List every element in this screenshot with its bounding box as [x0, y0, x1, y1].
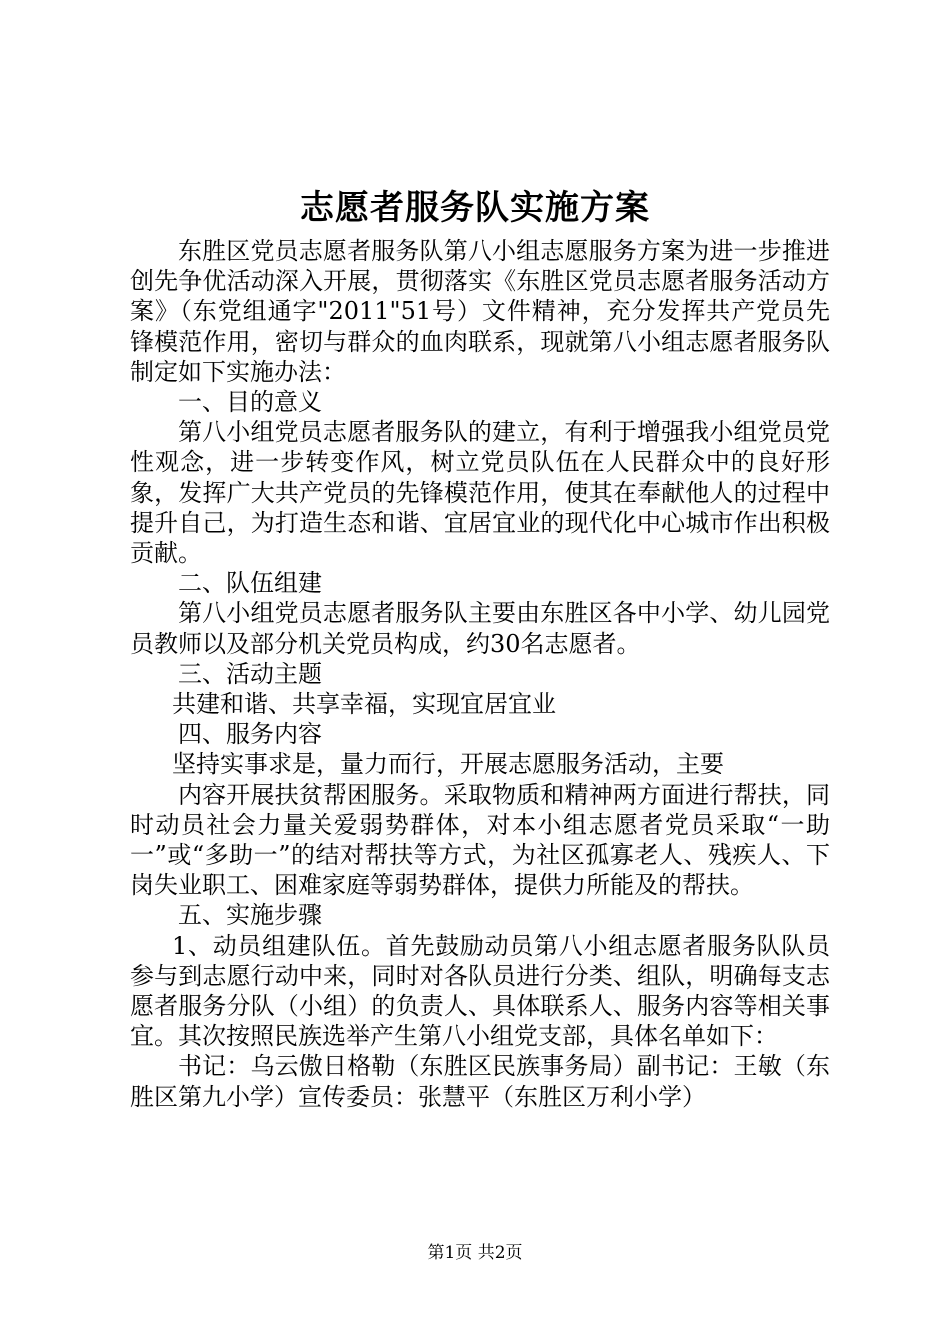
section-heading-theme: 三、活动主题 [178, 659, 322, 688]
content-paragraph-lead: 坚持实事求是，量力而行，开展志愿服务活动，主要 [172, 750, 724, 779]
section-heading-content: 四、服务内容 [178, 720, 322, 749]
team-paragraph: 第八小组党员志愿者服务队主要由东胜区各中小学、幼儿园党员教师以及部分机关党员构成，约30名志愿者。 [130, 599, 830, 658]
section-heading-steps: 五、实施步骤 [178, 901, 322, 930]
section-heading-team: 二、队伍组建 [178, 569, 322, 598]
section-heading-purpose: 一、目的意义 [178, 388, 322, 417]
steps-paragraph: 1、动员组建队伍。首先鼓励动员第八小组志愿者服务队队员参与到志愿行动中来，同时对各队员进行分类、组队，明确每支志愿者服务分队（小组）的负责人、具体联系人、服务内容等相关事宜。其次按照民族选举产生第八小组党支部，具体名单如下： [130, 931, 830, 1051]
content-paragraph: 内容开展扶贫帮困服务。采取物质和精神两方面进行帮扶，同时动员社会力量关爱弱势群体，对本小组志愿者党员采取“一助一”或“多助一”的结对帮扶等方式，为社区孤寡老人、残疾人、下岗失业职工、困难家庭等弱势群体，提供力所能及的帮扶。 [130, 780, 830, 900]
document-body [130, 236, 830, 1112]
purpose-paragraph: 第八小组党员志愿者服务队的建立，有利于增强我小组党员党性观念，进一步转变作风，树立党员队伍在人民群众中的良好形象，发挥广大共产党员的先锋模范作用，使其在奉献他人的过程中提升自己，为打造生态和谐、宜居宜业的现代化中心城市作出积极贡献。 [130, 418, 830, 568]
document-title: 志愿者服务队实施方案 [300, 188, 650, 228]
theme-paragraph: 共建和谐、共享幸福，实现宜居宜业 [172, 690, 556, 719]
committee-paragraph: 书记：乌云傲日格勒（东胜区民族事务局）副书记：王敏（东胜区第九小学）宣传委员：张慧平（东胜区万利小学） [130, 1052, 830, 1111]
intro-paragraph: 东胜区党员志愿者服务队第八小组志愿服务方案为进一步推进创先争优活动深入开展，贯彻落实《东胜区党员志愿者服务活动方案》（东党组通字"2011"51号）文件精神，充分发挥共产党员先锋模范作用，密切与群众的血肉联系，现就第八小组志愿者服务队制定如下实施办法： [130, 237, 830, 386]
page-footer: 第1页 共2页 [427, 1243, 523, 1263]
